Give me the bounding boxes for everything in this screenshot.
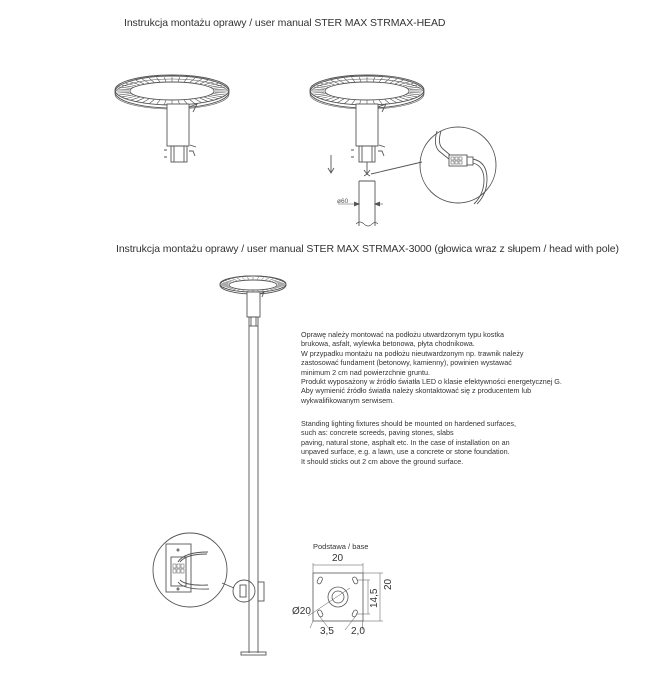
pole-diameter-label: ø60 — [337, 198, 349, 205]
english-line: paving, natural stone, asphalt etc. In the case of installation on an — [301, 437, 510, 447]
section2-title: Instrukcja montażu oprawy / user manual STER MAX STRMAX-3000 (głowica wraz z słupem / head with pole) — [116, 243, 619, 255]
offset-left-dim: 3,5 — [320, 626, 334, 637]
base-height-dim: 20 — [383, 578, 394, 590]
hole-spacing-dim: 14,5 — [369, 588, 380, 608]
polish-line: wykwalifikowanym serwisem. — [301, 395, 395, 405]
center-diameter-dim: Ø20 — [292, 606, 311, 617]
section1-title: Instrukcja montażu oprawy / user manual STER MAX STRMAX-HEAD — [124, 17, 446, 29]
offset-right-dim: 2,0 — [351, 626, 365, 637]
english-line: Standing lighting fixtures should be mounted on hardened surfaces, — [301, 419, 516, 428]
polish-line: Oprawę należy montować na podłożu utwardzonym typu kostka — [301, 330, 504, 339]
polish-line: W przypadku montażu na podłożu nieutwardzonym np. trawnik należy — [301, 348, 524, 358]
base-label: Podstawa / base — [313, 542, 369, 551]
base-width-dim: 20 — [332, 553, 344, 564]
english-line: such as: concrete screeds, paving stones, slabs — [301, 428, 454, 438]
polish-line: zastosować fundament (betonowy, kamienny), powinien wystawać — [301, 358, 512, 368]
polish-line: brukowa, asfalt, wylewka betonowa, płyta chodnikowa. — [301, 339, 475, 349]
polish-line: minimum 2 cm nad powierzchnie gruntu. — [301, 367, 431, 377]
polish-line: Aby wymienić źródło światła należy skontaktować się z producentem lub — [301, 386, 532, 396]
english-line: unpaved surface, e.g. a lawn, use a concrete or stone foundation. — [301, 447, 510, 457]
polish-line: Produkt wyposażony w źródło światła LED o klasie efektywności energetycznej G. — [301, 377, 562, 387]
english-line: It should sticks out 2 cm above the ground surface. — [301, 456, 464, 466]
